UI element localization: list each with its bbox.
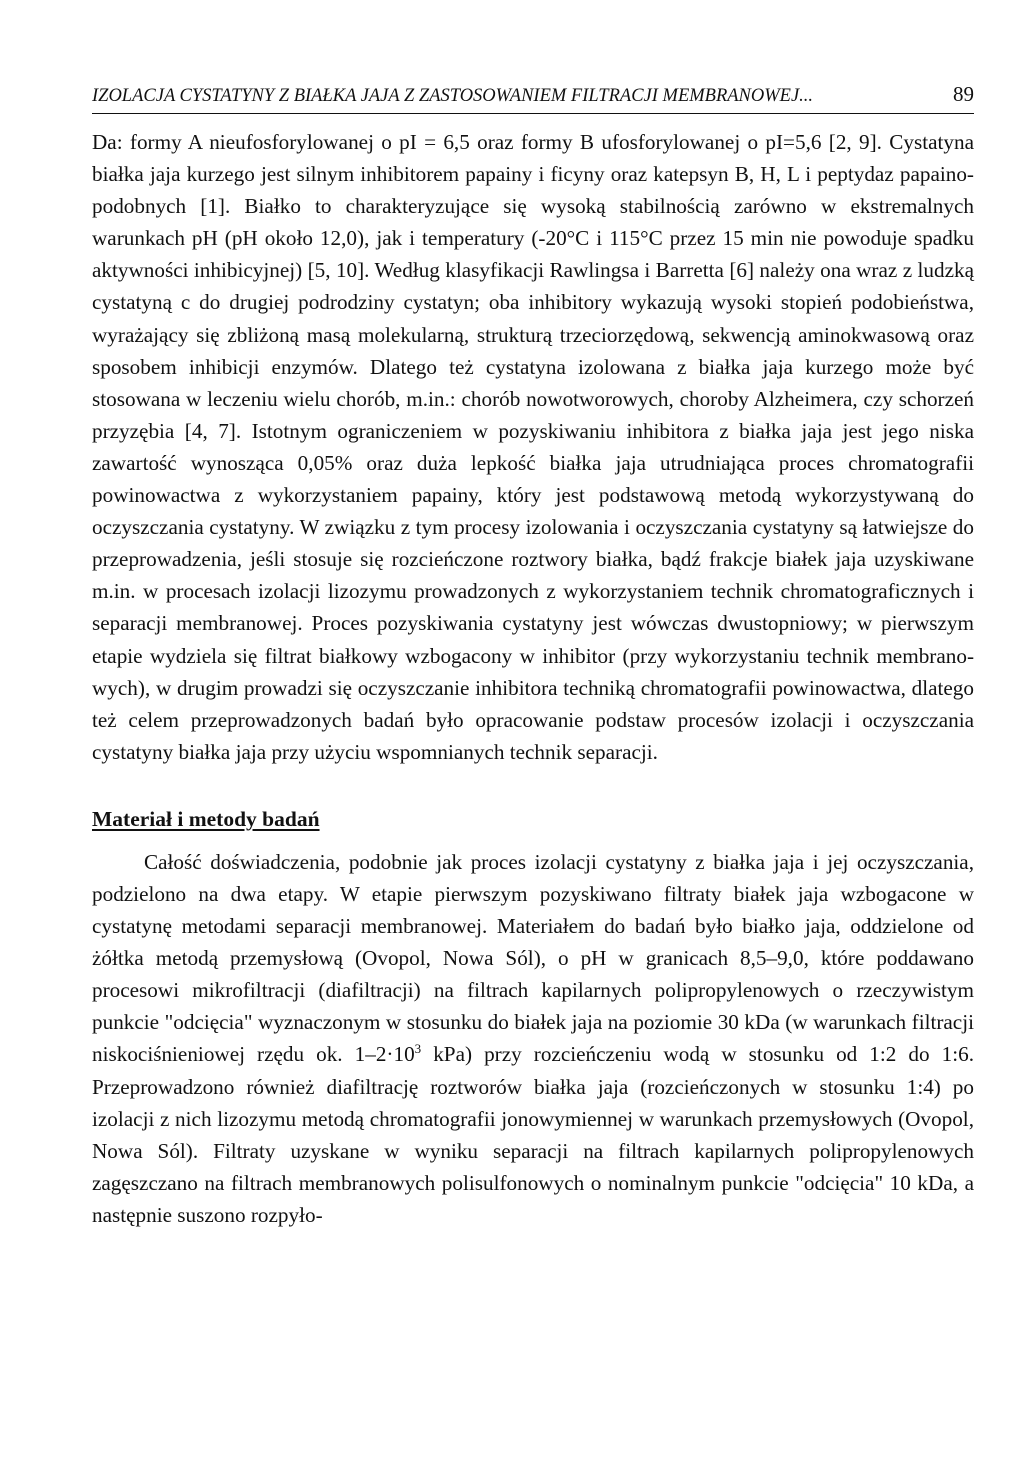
running-title: IZOLACJA CYSTATYNY Z BIAŁKA JAJA Z ZASTOSOWANIEM FILTRACJI MEMBRANOWEJ... — [92, 86, 814, 106]
methods-text-part-2: kPa) przy rozcieńczeniu wodą w stosunku od 1:2 do 1:6. Przeprowadzono również diafiltrację roztworów białka jaja (rozcieńczonych w stosunku 1:4) po izolacji z nich lizozymu metodą chromatografii jonowymiennej w warunkach przemysłowych (Ovopol, Nowa Sól). Filtraty uzyskane w wyniku separacji na filtrach kapilarnych polipropylenowych zagęszczano na filtrach membranowych polisulfonowych o nominalnym punkcie "odcięcia" 10 kDa, a następnie suszono rozpyło- — [92, 1042, 974, 1227]
section-heading — [92, 804, 974, 834]
running-header — [92, 82, 974, 114]
methods-text-part-1: Całość doświadczenia, podobnie jak proces izolacji cystatyny z białka jaja i jej oczyszczania, podzielono na dwa etapy. W etapie pierwszym pozyskiwano filtraty białek jaja wzbogacone w cystatynę metodami separacji membranowej. Materiałem do badań było białko jaja, oddzielone od żółtka metodą przemysłową (Ovopol, Nowa Sól), o pH w granicach 8,5–9,0, które poddawano procesowi mikrofiltracji (diafiltracji) na filtrach kapilarnych polipropylenowych o rzeczywistym punkcie "odcięcia" wyznaczonym w stosunku do białek jaja na poziomie 30 kDa (w warunkach filtracji niskociśnieniowej rzędu ok. 1–2·10 — [92, 849, 974, 1067]
page — [92, 82, 974, 1231]
page-number: 89 — [953, 82, 974, 106]
superscript-exponent: 3 — [414, 1041, 422, 1057]
intro-paragraph: Da: formy A nieufosforylowanej o pI = 6,5 oraz formy B ufosforylowanej o pI=5,6 [2, 9]. Cystatyna białka jaja kurzego jest silnym inhibitorem papainy i ficyny oraz katepsyn B, H, L i peptydaz papaino-podobnych [1]. Białko to charakteryzujące się wysoką stabilnością zarówno w ekstremalnych warunkach pH (pH około 12,0), jak i temperatury (-20°C i 115°C przez 15 min nie powoduje spadku aktywności inhibicyjnej) [5, 10]. Według klasyfikacji Rawlingsa i Barretta [6] należy ona wraz z ludzką cystatyną c do drugiej podrodziny cystatyn; oba inhibitory wykazują wysoki stopień podobieństwa, wyrażający się zbliżoną masą molekularną, strukturą trzeciorzędową, sekwencją aminokwasową oraz sposobem inhibicji enzymów. Dlatego też cystatyna izolowana z białka jaja kurzego może być stosowana w leczeniu wielu chorób, m.in.: chorób nowotworowych, choroby Alzheimera, czy schorzeń przyzębia [4, 7]. Istotnym ograniczeniem w pozyskiwaniu inhibitora z białka jaja jest jego niska zawartość wynosząca 0,05% oraz duża lepkość białka jaja utrudniająca proces chromatografii powinowactwa z wykorzystaniem papainy, który jest podstawową metodą wykorzystywaną do oczyszczania cystatyny. W związku z tym procesy izolowania i oczyszczania cystatyny są łatwiejsze do przeprowadzenia, jeśli stosuje się rozcieńczone roztwory białka, bądź frakcje białek jaja uzyskiwane m.in. w procesach izolacji lizozymu prowadzonych z wykorzystaniem technik chromatograficznych i separacji membranowej. Proces pozyskiwania cystatyny jest wówczas dwustopniowy; w pierwszym etapie wydziela się filtrat białkowy wzbogacony w inhibitor (przy wykorzystaniu technik membranowych), w drugim prowadzi się oczyszczanie inhibitora techniką chromatografii powinowactwa, dlatego też celem przeprowadzonych badań było opracowanie podstaw procesów izolacji i oczyszczania cystatyny białka jaja przy użyciu wspomnianych technik separacji. — [92, 130, 974, 764]
body-text — [92, 126, 974, 1231]
methods-paragraph — [92, 846, 974, 1231]
section-heading-text: Materiał i metody badań — [92, 806, 320, 831]
